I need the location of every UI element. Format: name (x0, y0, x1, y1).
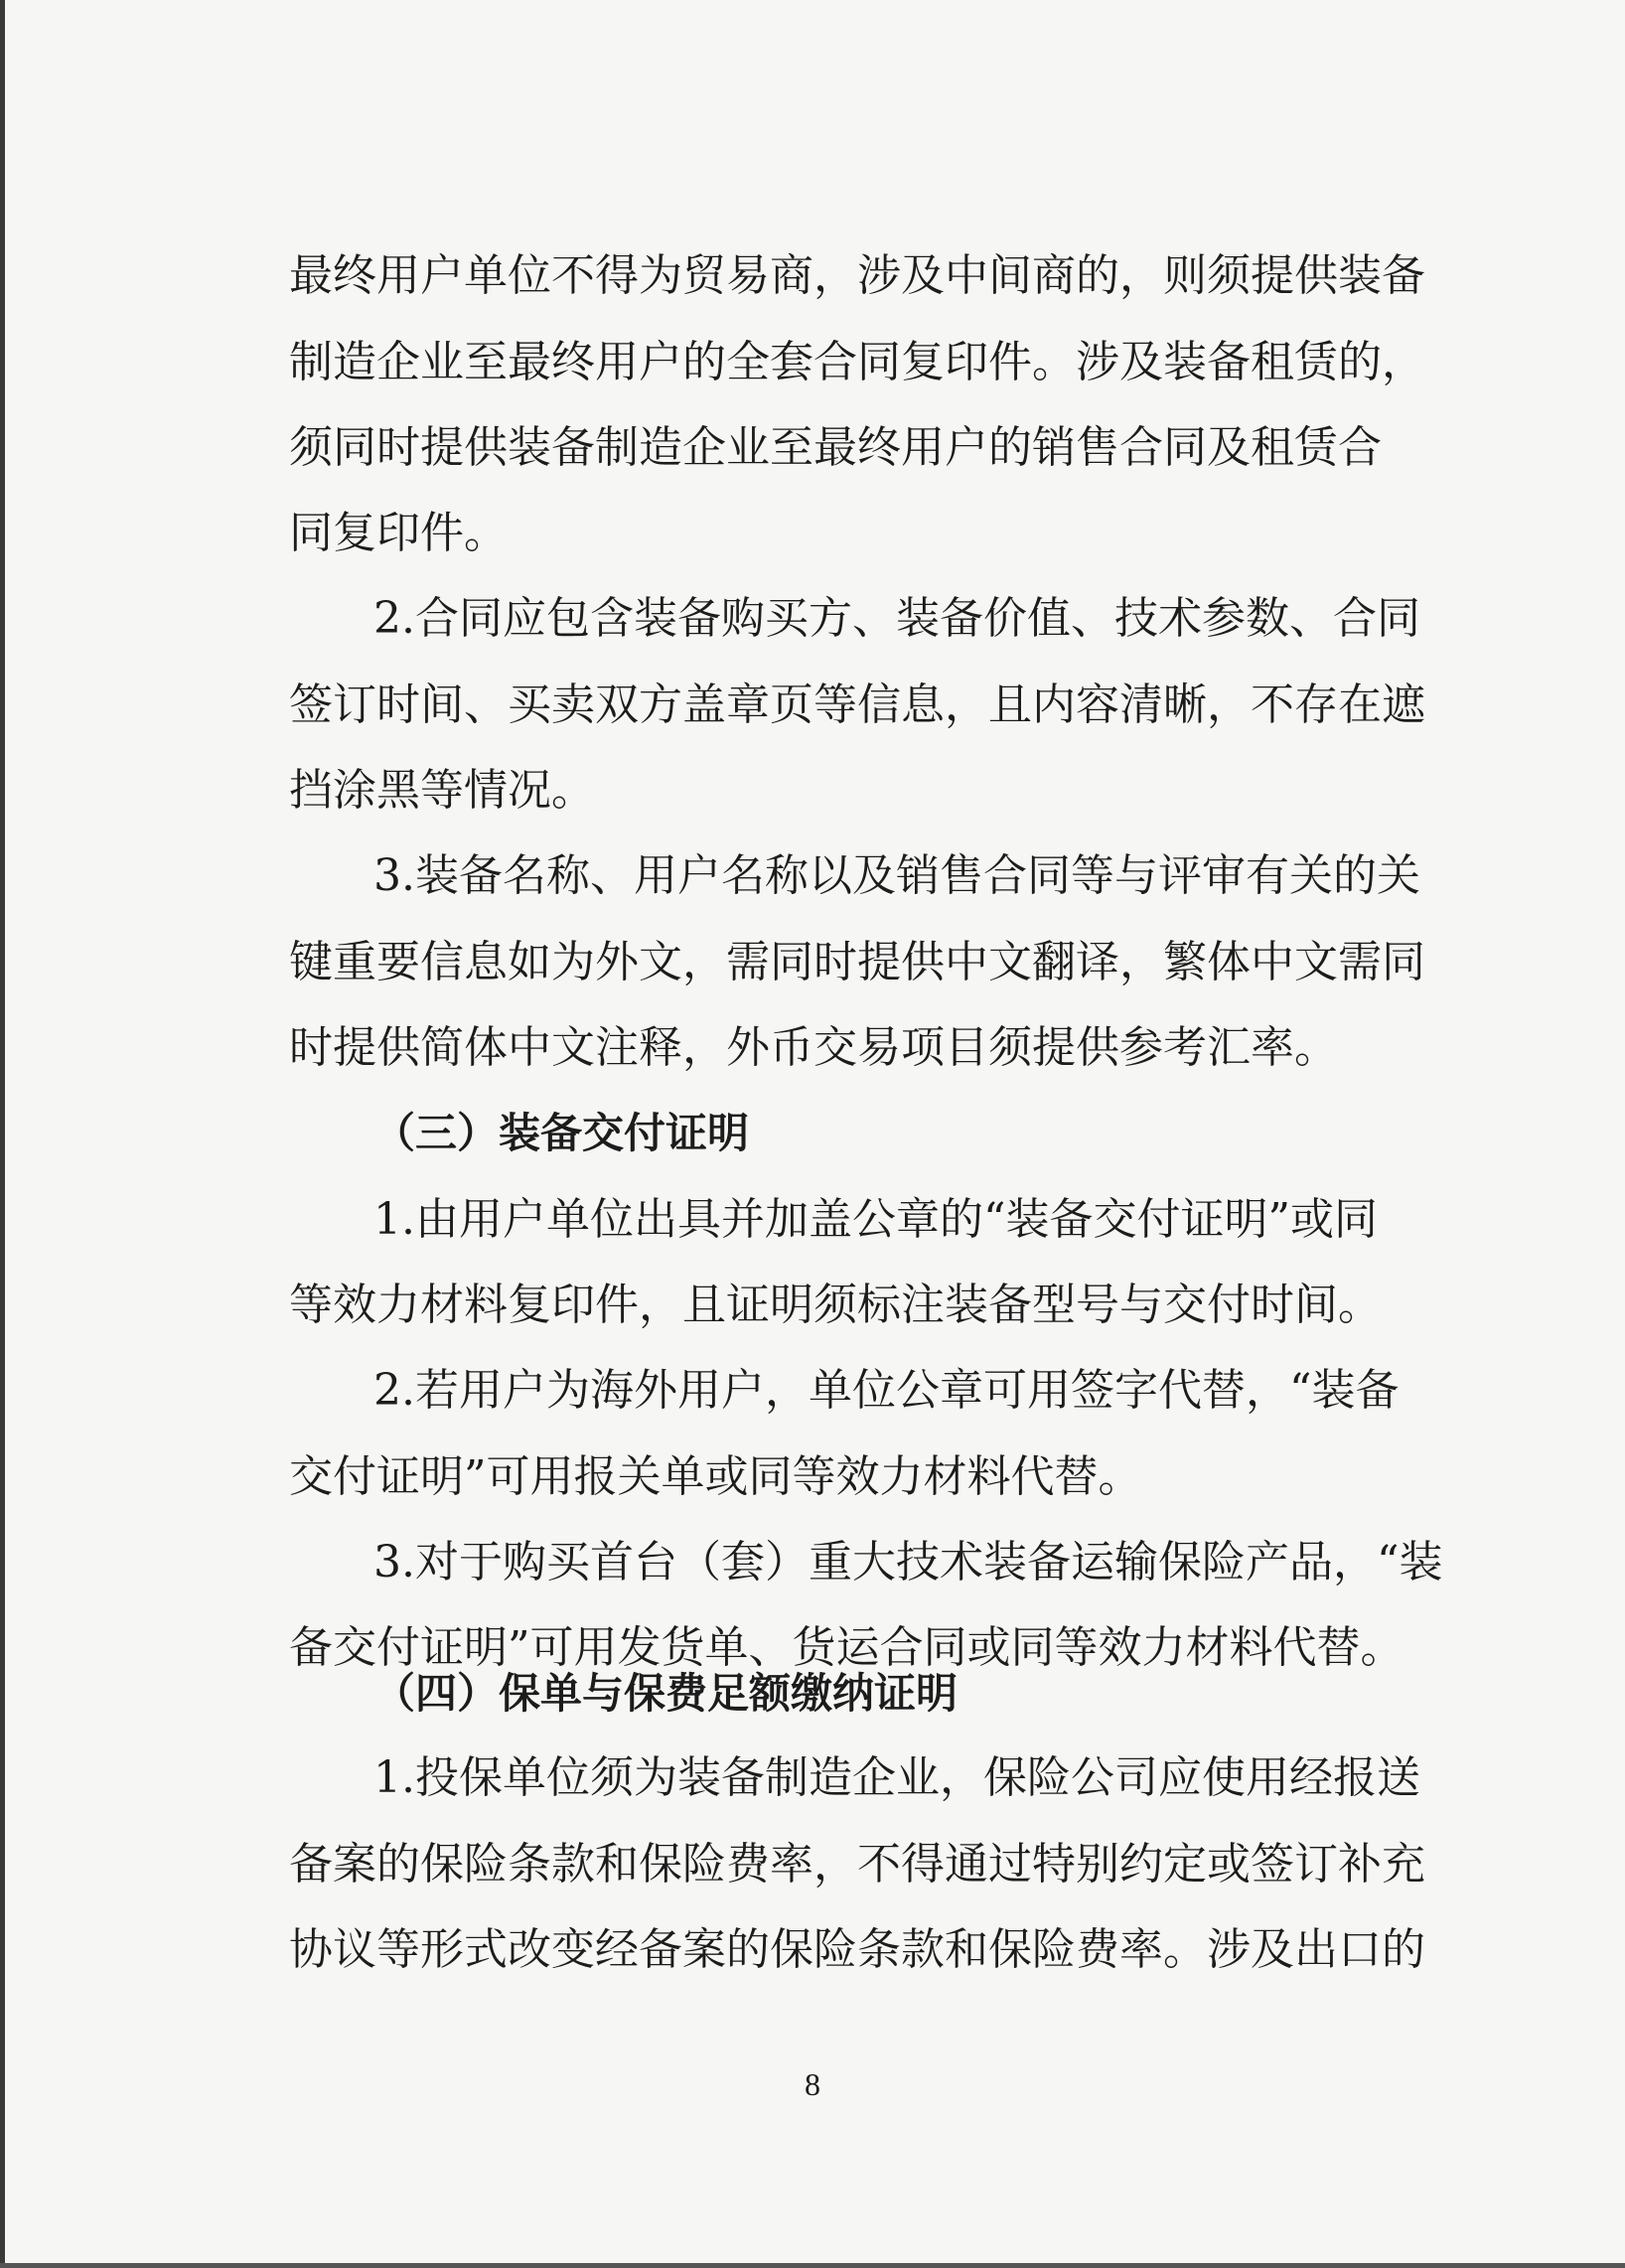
paragraph-line-16: 3.对于购买首台（套）重大技术装备运输保险产品，“装 (373, 1537, 1443, 1588)
paragraph-line-15: 交付证明”可用报关单或同等效力材料代替。 (289, 1451, 1142, 1502)
paragraph-line-3: 须同时提供装备制造企业至最终用户的销售合同及租赁合 (289, 422, 1382, 473)
page-number: 8 (805, 2066, 820, 2102)
paragraph-line-21: 协议等形式改变经备案的保险条款和保险费率。涉及出口的 (289, 1924, 1425, 1975)
scan-edge-bottom (0, 2263, 1625, 2268)
paragraph-line-20: 备案的保险条款和保险费率，不得通过特别约定或签订补充 (289, 1839, 1425, 1890)
paragraph-line-17: 备交付证明”可用发货单、货运合同或同等效力材料代替。 (289, 1622, 1404, 1673)
section-heading-3: （三）装备交付证明 (373, 1109, 750, 1157)
paragraph-line-6: 签订时间、买卖双方盖章页等信息，且内容清晰，不存在遮 (289, 680, 1425, 730)
paragraph-line-12: 1.由用户单位出具并加盖公章的“装备交付证明”或同 (373, 1194, 1378, 1245)
paragraph-line-19: 1.投保单位须为装备制造企业，保险公司应使用经报送 (373, 1752, 1420, 1803)
scan-edge-left (0, 0, 5, 2268)
paragraph-line-5: 2.合同应包含装备购买方、装备价值、技术参数、合同 (373, 593, 1420, 644)
paragraph-line-13: 等效力材料复印件，且证明须标注装备型号与交付时间。 (289, 1280, 1382, 1330)
paragraph-line-7: 挡涂黑等情况。 (289, 765, 595, 816)
paragraph-line-9: 键重要信息如为外文，需同时提供中文翻译，繁体中文需同 (289, 937, 1425, 987)
paragraph-line-8: 3.装备名称、用户名称以及销售合同等与评审有关的关 (373, 850, 1420, 901)
paragraph-line-1: 最终用户单位不得为贸易商，涉及中间商的，则须提供装备 (289, 250, 1425, 301)
paragraph-line-14: 2.若用户为海外用户，单位公章可用签字代替，“装备 (373, 1365, 1400, 1416)
paragraph-line-10: 时提供简体中文注释，外币交易项目须提供参考汇率。 (289, 1022, 1338, 1073)
paragraph-line-4: 同复印件。 (289, 508, 508, 558)
section-heading-4: （四）保单与保费足额缴纳证明 (373, 1669, 959, 1718)
paragraph-line-2: 制造企业至最终用户的全套合同复印件。涉及装备租赁的， (289, 337, 1425, 387)
